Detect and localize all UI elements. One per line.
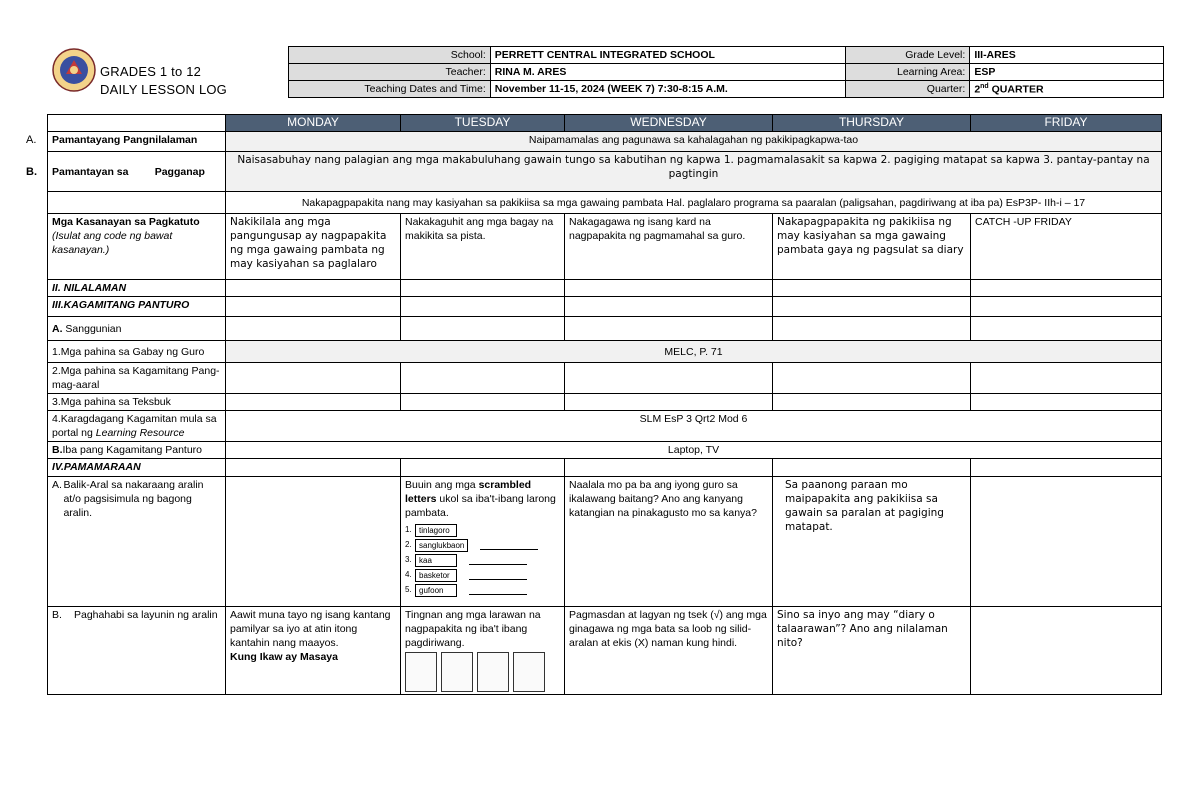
quarter-value: 2nd QUARTER <box>970 81 1164 98</box>
competency-tuesday: Nakakaguhit ang mga bagay na makikita sa pista. <box>401 214 565 280</box>
competency-thursday: Nakapagpapakita ng pakikiisa ng may kasiyahan sa mga gawaing pambata gaya ng pagsulat sa diary <box>773 214 971 280</box>
day-header-monday: MONDAY <box>226 115 401 132</box>
gabay-guro-value: MELC, P. 71 <box>226 341 1162 363</box>
competency-monday: Nakikilala ang mga pangungusap ay nagpapakita ng mga gawaing pambata ng may kasiyahan sa paglalaro <box>226 214 401 280</box>
competency-friday: CATCH -UP FRIDAY <box>971 214 1162 280</box>
performance-standard-label: B. Pamantayan sa Pagganap <box>48 152 226 192</box>
list-item: 1. tinlagoro <box>405 523 560 537</box>
list-item: 2. sanglukbaon <box>405 538 560 552</box>
day-header-wednesday: WEDNESDAY <box>565 115 773 132</box>
header-info-table <box>288 46 1164 98</box>
area-value: ESP <box>970 64 1164 81</box>
list-item: 5. gufoon <box>405 583 560 597</box>
list-item: 4. basketor <box>405 568 560 582</box>
celebration-image <box>513 652 545 692</box>
kagamitan-heading: III.KAGAMITANG PANTURO <box>48 297 226 317</box>
deped-seal-logo <box>52 48 96 92</box>
scrambled-words-list <box>405 523 560 597</box>
teacher-value: RINA M. ARES <box>490 64 846 81</box>
celebration-image <box>405 652 437 692</box>
grade-label: Grade Level: <box>846 47 970 64</box>
celebration-image <box>477 652 509 692</box>
learning-resource-value: SLM EsP 3 Qrt2 Mod 6 <box>226 411 1162 442</box>
celebration-images <box>405 652 560 692</box>
iba-pang-kagamitan-label: B.Iba pang Kagamitang Panturo <box>48 442 226 459</box>
list-item: 3. kaa <box>405 553 560 567</box>
kagamitang-mag-aaral-label: 2.Mga pahina sa Kagamitang Pang-mag-aaral <box>48 363 226 394</box>
day-header-friday: FRIDAY <box>971 115 1162 132</box>
competency-wednesday: Nakagagawa ng isang kard na nagpapakita ng pagmamahal sa guro. <box>565 214 773 280</box>
school-label: School: <box>289 47 491 64</box>
lesson-log-table <box>26 114 1162 695</box>
performance-standard-text: Naisasabuhay nang palagian ang mga makabuluhang gawain tungo sa kabutihan ng kapwa 1. pagmamalasakit sa kapwa 2. pagiging matapat sa kapwa 3. pantay-pantay na pagtingin <box>226 152 1162 192</box>
competency-label: Mga Kasanayan sa Pagkatuto (Isulat ang code ng bawat kasanayan.) <box>48 214 226 280</box>
quarter-label: Quarter: <box>846 81 970 98</box>
paghahabi-wednesday: Pagmasdan at lagyan ng tsek (√) ang mga ginagawa ng mga bata sa loob ng silid-aralan at ekis (X) naman kung hindi. <box>565 607 773 695</box>
form-title: GRADES 1 to 12 <box>100 64 202 79</box>
dates-value: November 11-15, 2024 (WEEK 7) 7:30-8:15 A.M. <box>490 81 846 98</box>
area-label: Learning Area: <box>846 64 970 81</box>
form-subtitle: DAILY LESSON LOG <box>100 82 227 97</box>
balik-aral-thursday: Sa paanong paraan mo maipapakita ang pakikiisa sa gawain sa paralan at pagiging matapat. <box>773 477 971 607</box>
celebration-image <box>441 652 473 692</box>
balik-aral-wednesday: Naalala mo pa ba ang iyong guro sa ikalawang baitang? Ano ang kanyang katangian na pinakagusto mo sa kanya? <box>565 477 773 607</box>
paghahabi-tuesday: Tingnan ang mga larawan na nagpapakita ng iba't ibang pagdiriwang. <box>401 607 565 695</box>
iba-pang-kagamitan-value: Laptop, TV <box>226 442 1162 459</box>
learning-resource-label: 4.Karagdagang Kagamitan mula sa portal ng Learning Resource <box>48 411 226 442</box>
day-header-thursday: THURSDAY <box>773 115 971 132</box>
gabay-guro-label: 1.Mga pahina sa Gabay ng Guro <box>48 341 226 363</box>
nilalaman-heading: II. NILALAMAN <box>48 280 226 297</box>
content-standard-label: A. Pamantayang Pangnilalaman <box>48 132 226 152</box>
balik-aral-label: A. Balik-Aral sa nakaraang aralin at/o pagsisimula ng bagong aralin. <box>48 477 226 607</box>
paghahabi-thursday: Sino sa inyo ang may “diary o talaarawan”? Ano ang nilalaman nito? <box>773 607 971 695</box>
content-standard-text: Naipamamalas ang pagunawa sa kahalagahan ng pakikipagkapwa-tao <box>226 132 1162 152</box>
sanggunian-label: A. Sanggunian <box>48 317 226 341</box>
day-header-tuesday: TUESDAY <box>401 115 565 132</box>
teksbuk-label: 3.Mga pahina sa Teksbuk <box>48 394 226 411</box>
teacher-label: Teacher: <box>289 64 491 81</box>
paghahabi-label: B. Paghahabi sa layunin ng aralin <box>48 607 226 695</box>
balik-aral-tuesday: Buuin ang mga scrambled letters ukol sa iba't-ibang larong pambata. 1. tinlagoro 2. sanglukbaon 3. kaa 4. basketor 5. gufoon <box>401 477 565 607</box>
dates-label: Teaching Dates and Time: <box>289 81 491 98</box>
paghahabi-monday: Aawit muna tayo ng isang kantang pamilyar sa iyo at atin itong kantahin nang maayos. Kung Ikaw ay Masaya <box>226 607 401 695</box>
competency-code-text: Nakapagpapakita nang may kasiyahan sa pakikiisa sa mga gawaing pambata Hal. paglalaro programa sa paaralan (paligsahan, pagdiriwang at iba pa) EsP3P- IIh-i – 17 <box>226 192 1162 214</box>
pamamaraan-heading: IV.PAMAMARAAN <box>48 459 226 477</box>
grade-value: III-ARES <box>970 47 1164 64</box>
school-value: PERRETT CENTRAL INTEGRATED SCHOOL <box>490 47 846 64</box>
